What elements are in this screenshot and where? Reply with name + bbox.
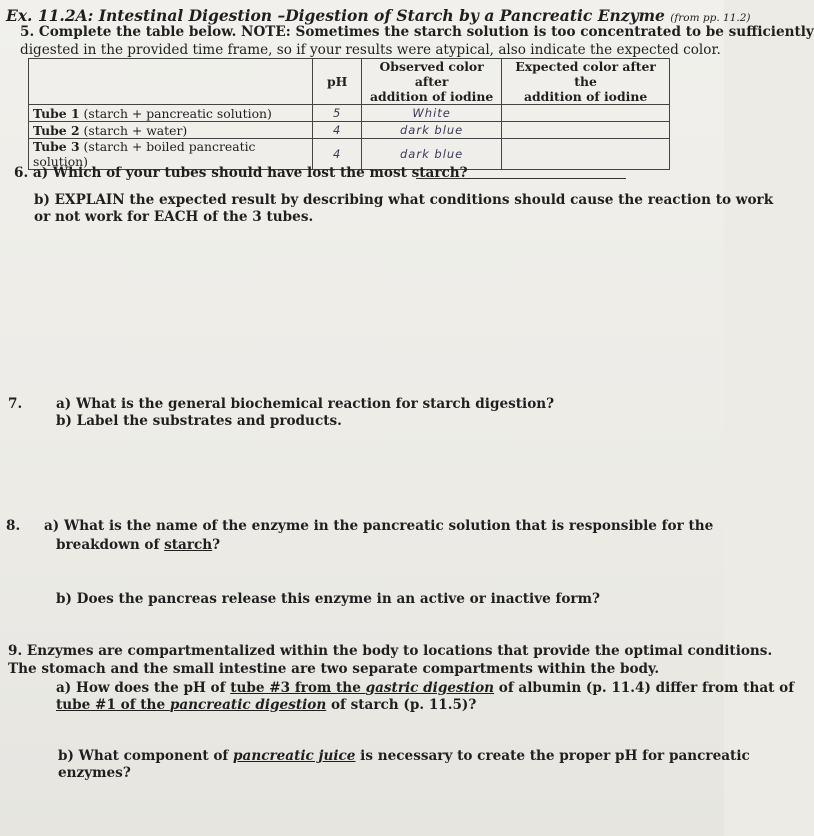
q5-line1: 5. Complete the table below. NOTE: Sometimes the starch solution is too concentrated to be sufficiently <box>20 24 814 40</box>
header-observed-line2: addition of iodine <box>370 89 494 104</box>
q8a-line1: a) What is the name of the enzyme in the pancreatic solution that is responsible for the <box>44 518 714 534</box>
q8a-line2 <box>56 537 220 553</box>
title-source: (from pp. 11.2) <box>670 12 751 24</box>
tube-desc: (starch + pancreatic solution) <box>83 105 272 121</box>
tube-observed[interactable]: dark blue <box>362 122 502 139</box>
tube-desc: (starch + boiled pancreatic solution) <box>33 139 256 169</box>
page-title <box>6 6 751 25</box>
q9-line1: 9. Enzymes are compartmentalized within the body to locations that provide the optimal conditions. <box>8 643 773 659</box>
tube-observed[interactable]: White <box>362 105 502 122</box>
tube-ph[interactable]: 4 <box>313 122 362 139</box>
tube-expected[interactable] <box>502 122 670 139</box>
q7b: b) Label the substrates and products. <box>56 413 342 429</box>
q6a: 6. a) Which of your tubes should have lost the most starch? <box>14 165 468 181</box>
q8a-underlined-starch: starch <box>164 537 213 553</box>
q8-number: 8. <box>6 518 21 534</box>
q6b-line1: b) EXPLAIN the expected result by describing what conditions should cause the reaction to work <box>34 192 774 208</box>
tube-name: Tube 3 <box>33 139 80 154</box>
q9b-line2: enzymes? <box>58 765 131 781</box>
tube-label <box>29 105 313 122</box>
q7a: a) What is the general biochemical reaction for starch digestion? <box>56 396 555 412</box>
q9a-mid: of albumin (p. 11.4) differ from that of <box>494 680 795 696</box>
table-row <box>29 122 670 139</box>
q8b: b) Does the pancreas release this enzyme in an active or inactive form? <box>56 591 600 607</box>
q9a-line1 <box>56 680 794 696</box>
tube-ph[interactable]: 5 <box>313 105 362 122</box>
q9a-line2 <box>56 697 476 713</box>
q9a-pre: a) How does the pH of <box>56 680 231 696</box>
q9a-line2-post: of starch (p. 11.5)? <box>326 697 477 713</box>
q9b-pre: b) What component of <box>58 748 234 764</box>
tube-name: Tube 2 <box>33 122 80 138</box>
q8a-line2-pre: breakdown of <box>56 537 165 553</box>
q9-line2: The stomach and the small intestine are two separate compartments within the body. <box>8 661 660 677</box>
header-observed-line1: Observed color after <box>379 59 484 89</box>
q9b-post: is necessary to create the proper pH for pancreatic <box>355 748 750 764</box>
title-main: Ex. 11.2A: Intestinal Digestion –Digestion of Starch by a Pancreatic Enzyme <box>6 6 665 25</box>
tube-ph[interactable]: 4 <box>313 139 362 170</box>
q9a-underlined-pancreatic: pancreatic digestion <box>169 697 327 713</box>
q9a-underlined-tube3: tube #3 from the <box>230 680 366 696</box>
header-observed <box>362 59 502 105</box>
results-table <box>28 58 670 170</box>
header-expected <box>502 59 670 105</box>
header-ph: pH <box>313 59 362 105</box>
tube-desc: (starch + water) <box>83 122 188 138</box>
tube-observed[interactable]: dark blue <box>362 139 502 170</box>
tube-expected[interactable] <box>502 105 670 122</box>
q5-line2: digested in the provided time frame, so if your results were atypical, also indicate the expected color. <box>20 42 721 58</box>
q9a-underlined-tube1: tube #1 of the <box>56 697 170 713</box>
q6b-line2: or not work for EACH of the 3 tubes. <box>34 209 314 225</box>
q6a-answer-line[interactable] <box>416 178 626 179</box>
tube-label <box>29 122 313 139</box>
header-expected-line1: Expected color after the <box>515 59 656 89</box>
q9b-underlined-pancreatic-juice: pancreatic juice <box>233 748 356 764</box>
header-expected-line2: addition of iodine <box>523 89 648 104</box>
q7-number: 7. <box>8 396 23 412</box>
q8a-line2-post: ? <box>212 537 221 553</box>
tube-name: Tube 1 <box>33 105 80 121</box>
q9b-line1 <box>58 748 750 764</box>
tube-expected[interactable] <box>502 139 670 170</box>
q9a-underlined-gastric: gastric digestion <box>365 680 495 696</box>
header-blank <box>29 59 313 105</box>
table-row <box>29 105 670 122</box>
table-header-row <box>29 59 670 105</box>
